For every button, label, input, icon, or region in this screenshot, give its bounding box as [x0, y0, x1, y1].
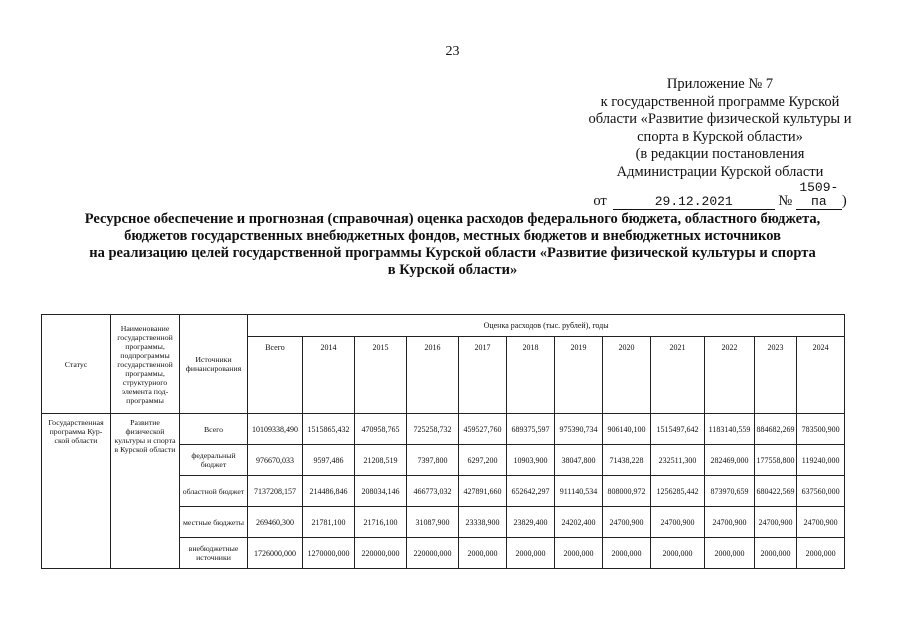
value-cell: 427891,660 — [459, 476, 507, 507]
header-year: 2019 — [555, 337, 603, 414]
value-cell: 220000,000 — [355, 538, 407, 569]
source-cell: федеральный бюджет — [180, 445, 248, 476]
value-cell: 214486,846 — [303, 476, 355, 507]
value-cell: 2000,000 — [651, 538, 705, 569]
value-cell: 7397,800 — [407, 445, 459, 476]
value-cell: 689375,597 — [507, 414, 555, 445]
value-cell: 459527,760 — [459, 414, 507, 445]
table-row — [42, 414, 845, 445]
value-cell: 976670,033 — [248, 445, 303, 476]
value-cell: 2000,000 — [555, 538, 603, 569]
value-cell: 23338,900 — [459, 507, 507, 538]
value-cell: 24202,400 — [555, 507, 603, 538]
value-cell: 177558,800 — [755, 445, 797, 476]
value-cell: 21208,519 — [355, 445, 407, 476]
value-cell: 2000,000 — [507, 538, 555, 569]
appendix-line: области «Развитие физической культуры и — [588, 111, 852, 127]
value-cell: 24700,900 — [797, 507, 845, 538]
closing-paren: ) — [841, 193, 847, 209]
value-cell: 975390,734 — [555, 414, 603, 445]
appendix-line: Администрации Курской области — [616, 163, 824, 180]
value-cell: 24700,900 — [755, 507, 797, 538]
header-program-name: Наименование государственной программы, подпрограммы государственной программы, структурного элемента под-программы — [111, 315, 180, 414]
header-year: 2022 — [705, 337, 755, 414]
value-cell: 884682,269 — [755, 414, 797, 445]
value-cell: 2000,000 — [459, 538, 507, 569]
page-number: 23 — [445, 44, 460, 59]
value-cell: 911140,534 — [555, 476, 603, 507]
resolution-line — [520, 181, 905, 211]
number-label: № — [778, 193, 793, 209]
value-cell: 2000,000 — [603, 538, 651, 569]
value-cell: 38047,800 — [555, 445, 603, 476]
header-year: Всего — [248, 337, 303, 414]
resource-table — [41, 314, 845, 569]
resolution-number: 1509-па — [796, 181, 842, 210]
source-cell: внебюджетные источники — [180, 538, 248, 569]
source-cell: областной бюджет — [180, 476, 248, 507]
value-cell: 637560,000 — [797, 476, 845, 507]
program-name-cell: Развитие физической культуры и спорта в Курской области — [111, 414, 180, 569]
header-year: 2020 — [603, 337, 651, 414]
value-cell: 71438,228 — [603, 445, 651, 476]
value-cell: 9597,486 — [303, 445, 355, 476]
value-cell: 31087,900 — [407, 507, 459, 538]
source-cell: местные бюджеты — [180, 507, 248, 538]
value-cell: 10109338,490 — [248, 414, 303, 445]
appendix-line: (в редакции постановления — [635, 146, 805, 162]
value-cell: 1270000,000 — [303, 538, 355, 569]
from-label: от — [593, 193, 607, 209]
value-cell: 24700,900 — [651, 507, 705, 538]
source-cell: Всего — [180, 414, 248, 445]
value-cell: 21716,100 — [355, 507, 407, 538]
header-year: 2017 — [459, 337, 507, 414]
value-cell: 232511,300 — [651, 445, 705, 476]
value-cell: 873970,659 — [705, 476, 755, 507]
value-cell: 220000,000 — [407, 538, 459, 569]
value-cell: 1515497,642 — [651, 414, 705, 445]
value-cell: 24700,900 — [705, 507, 755, 538]
header-year: 2021 — [651, 337, 705, 414]
header-year: 2024 — [797, 337, 845, 414]
appendix-block — [520, 76, 905, 211]
header-year: 2014 — [303, 337, 355, 414]
value-cell: 1726000,000 — [248, 538, 303, 569]
title-line: в Курской области» — [387, 262, 518, 278]
value-cell: 2000,000 — [755, 538, 797, 569]
value-cell: 680422,569 — [755, 476, 797, 507]
appendix-title: Приложение № 7 — [666, 76, 774, 92]
value-cell: 906140,100 — [603, 414, 651, 445]
document-title — [30, 211, 875, 279]
title-line: бюджетов государственных внебюджетных фондов, местных бюджетов и внебюджетных источников — [124, 228, 781, 244]
value-cell: 2000,000 — [797, 538, 845, 569]
header-year: 2016 — [407, 337, 459, 414]
value-cell: 282469,000 — [705, 445, 755, 476]
value-cell: 466773,032 — [407, 476, 459, 507]
value-cell: 6297,200 — [459, 445, 507, 476]
appendix-line: к государственной программе Курской — [600, 93, 840, 110]
value-cell: 24700,900 — [603, 507, 651, 538]
value-cell: 269460,300 — [248, 507, 303, 538]
value-cell: 2000,000 — [705, 538, 755, 569]
header-sources: Источники финансирования — [180, 315, 248, 414]
header-year: 2023 — [755, 337, 797, 414]
status-cell: Государственная программа Кур-ской области — [42, 414, 111, 569]
header-status: Статус — [42, 315, 111, 414]
value-cell: 783500,900 — [797, 414, 845, 445]
value-cell: 1515865,432 — [303, 414, 355, 445]
value-cell: 1183140,559 — [705, 414, 755, 445]
resolution-date: 29.12.2021 — [613, 195, 775, 210]
value-cell: 7137208,157 — [248, 476, 303, 507]
title-line: на реализацию целей государственной программы Курской области «Развитие физической культуры и спорта — [89, 245, 816, 261]
value-cell: 23829,400 — [507, 507, 555, 538]
appendix-line: спорта в Курской области» — [637, 128, 803, 145]
header-year: 2015 — [355, 337, 407, 414]
header-year: 2018 — [507, 337, 555, 414]
value-cell: 21781,100 — [303, 507, 355, 538]
value-cell: 652642,297 — [507, 476, 555, 507]
value-cell: 119240,000 — [797, 445, 845, 476]
value-cell: 725258,732 — [407, 414, 459, 445]
value-cell: 470958,765 — [355, 414, 407, 445]
value-cell: 808000,972 — [603, 476, 651, 507]
value-cell: 1256285,442 — [651, 476, 705, 507]
value-cell: 208034,146 — [355, 476, 407, 507]
title-line: Ресурсное обеспечение и прогнозная (справочная) оценка расходов федерального бюджета, областного бюджета, — [84, 211, 821, 227]
value-cell: 10903,900 — [507, 445, 555, 476]
header-estimate: Оценка расходов (тыс. рублей), годы — [248, 315, 845, 337]
